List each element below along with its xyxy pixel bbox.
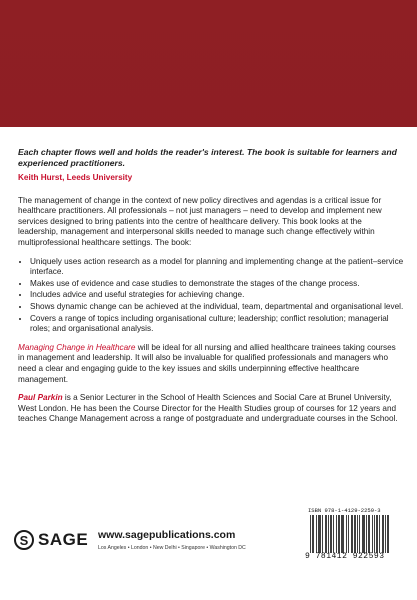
audience-paragraph	[18, 343, 404, 385]
publisher-name: SAGE	[38, 530, 89, 549]
intro-paragraph: The management of change in the context of new policy directives and agendas is a critical issue for healthcare practitioners. All professionals – not just managers – need to develop and implement new services designed to bring patients into the centre of healthcare delivery. This book looks at the leadership, management and interpersonal skills needed to manage such change effectively within multiprofessional healthcare settings. The book:	[18, 195, 382, 247]
author-bio: is a Senior Lecturer in the School of Health Sciences and Social Care at Brunel University, West London. He has been the Course Director for the Health Studies group of courses for 12 years and teaches Change Management across a range of postgraduate and undergraduate courses in the School.	[18, 393, 398, 424]
audience-text: will be ideal for all nursing and allied healthcare trainees taking courses in management and leadership. It will also be invaluable for qualified professionals and managers who need a clear and engaging guide to the key issues and skills underpinning effective healthcare management.	[18, 342, 396, 384]
feature-item: • Shows dynamic change can be achieved at the individual, team, departmental and organisational level.	[30, 302, 404, 313]
isbn-label: ISBN 978-1-4129-2259-3	[308, 507, 381, 514]
book-title-reference: Managing Change in Healthcare	[18, 342, 136, 352]
publisher-website: www.sagepublications.com	[98, 529, 236, 541]
author-name: Paul Parkin	[18, 393, 63, 403]
feature-item: • Makes use of evidence and case studies to demonstrate the stages of the change process.	[30, 279, 404, 290]
publisher-cities: Los Angeles • London • New Delhi • Singapore • Washington DC	[98, 545, 246, 551]
barcode-icon	[310, 515, 390, 553]
review-attribution: Keith Hurst, Leeds University	[18, 173, 133, 182]
feature-item: • Covers a range of topics including organisational culture; leadership; conflict resolution; managerial roles; and organisational analysis.	[30, 314, 404, 335]
feature-item: • Uniquely uses action research as a model for planning and implementing change at the patient–service interface.	[30, 257, 404, 278]
feature-item: • Includes advice and useful strategies for achieving change.	[30, 290, 404, 301]
sage-logo-icon: S	[14, 530, 34, 550]
publisher-logo	[14, 530, 88, 550]
author-paragraph	[18, 393, 404, 425]
feature-list	[18, 257, 404, 335]
blurb-content	[18, 135, 404, 433]
barcode-digits: 9 781412 922593	[305, 552, 385, 561]
review-quote: Each chapter flows well and holds the reader's interest. The book is suitable for learners and experienced practitioners.	[18, 147, 397, 168]
